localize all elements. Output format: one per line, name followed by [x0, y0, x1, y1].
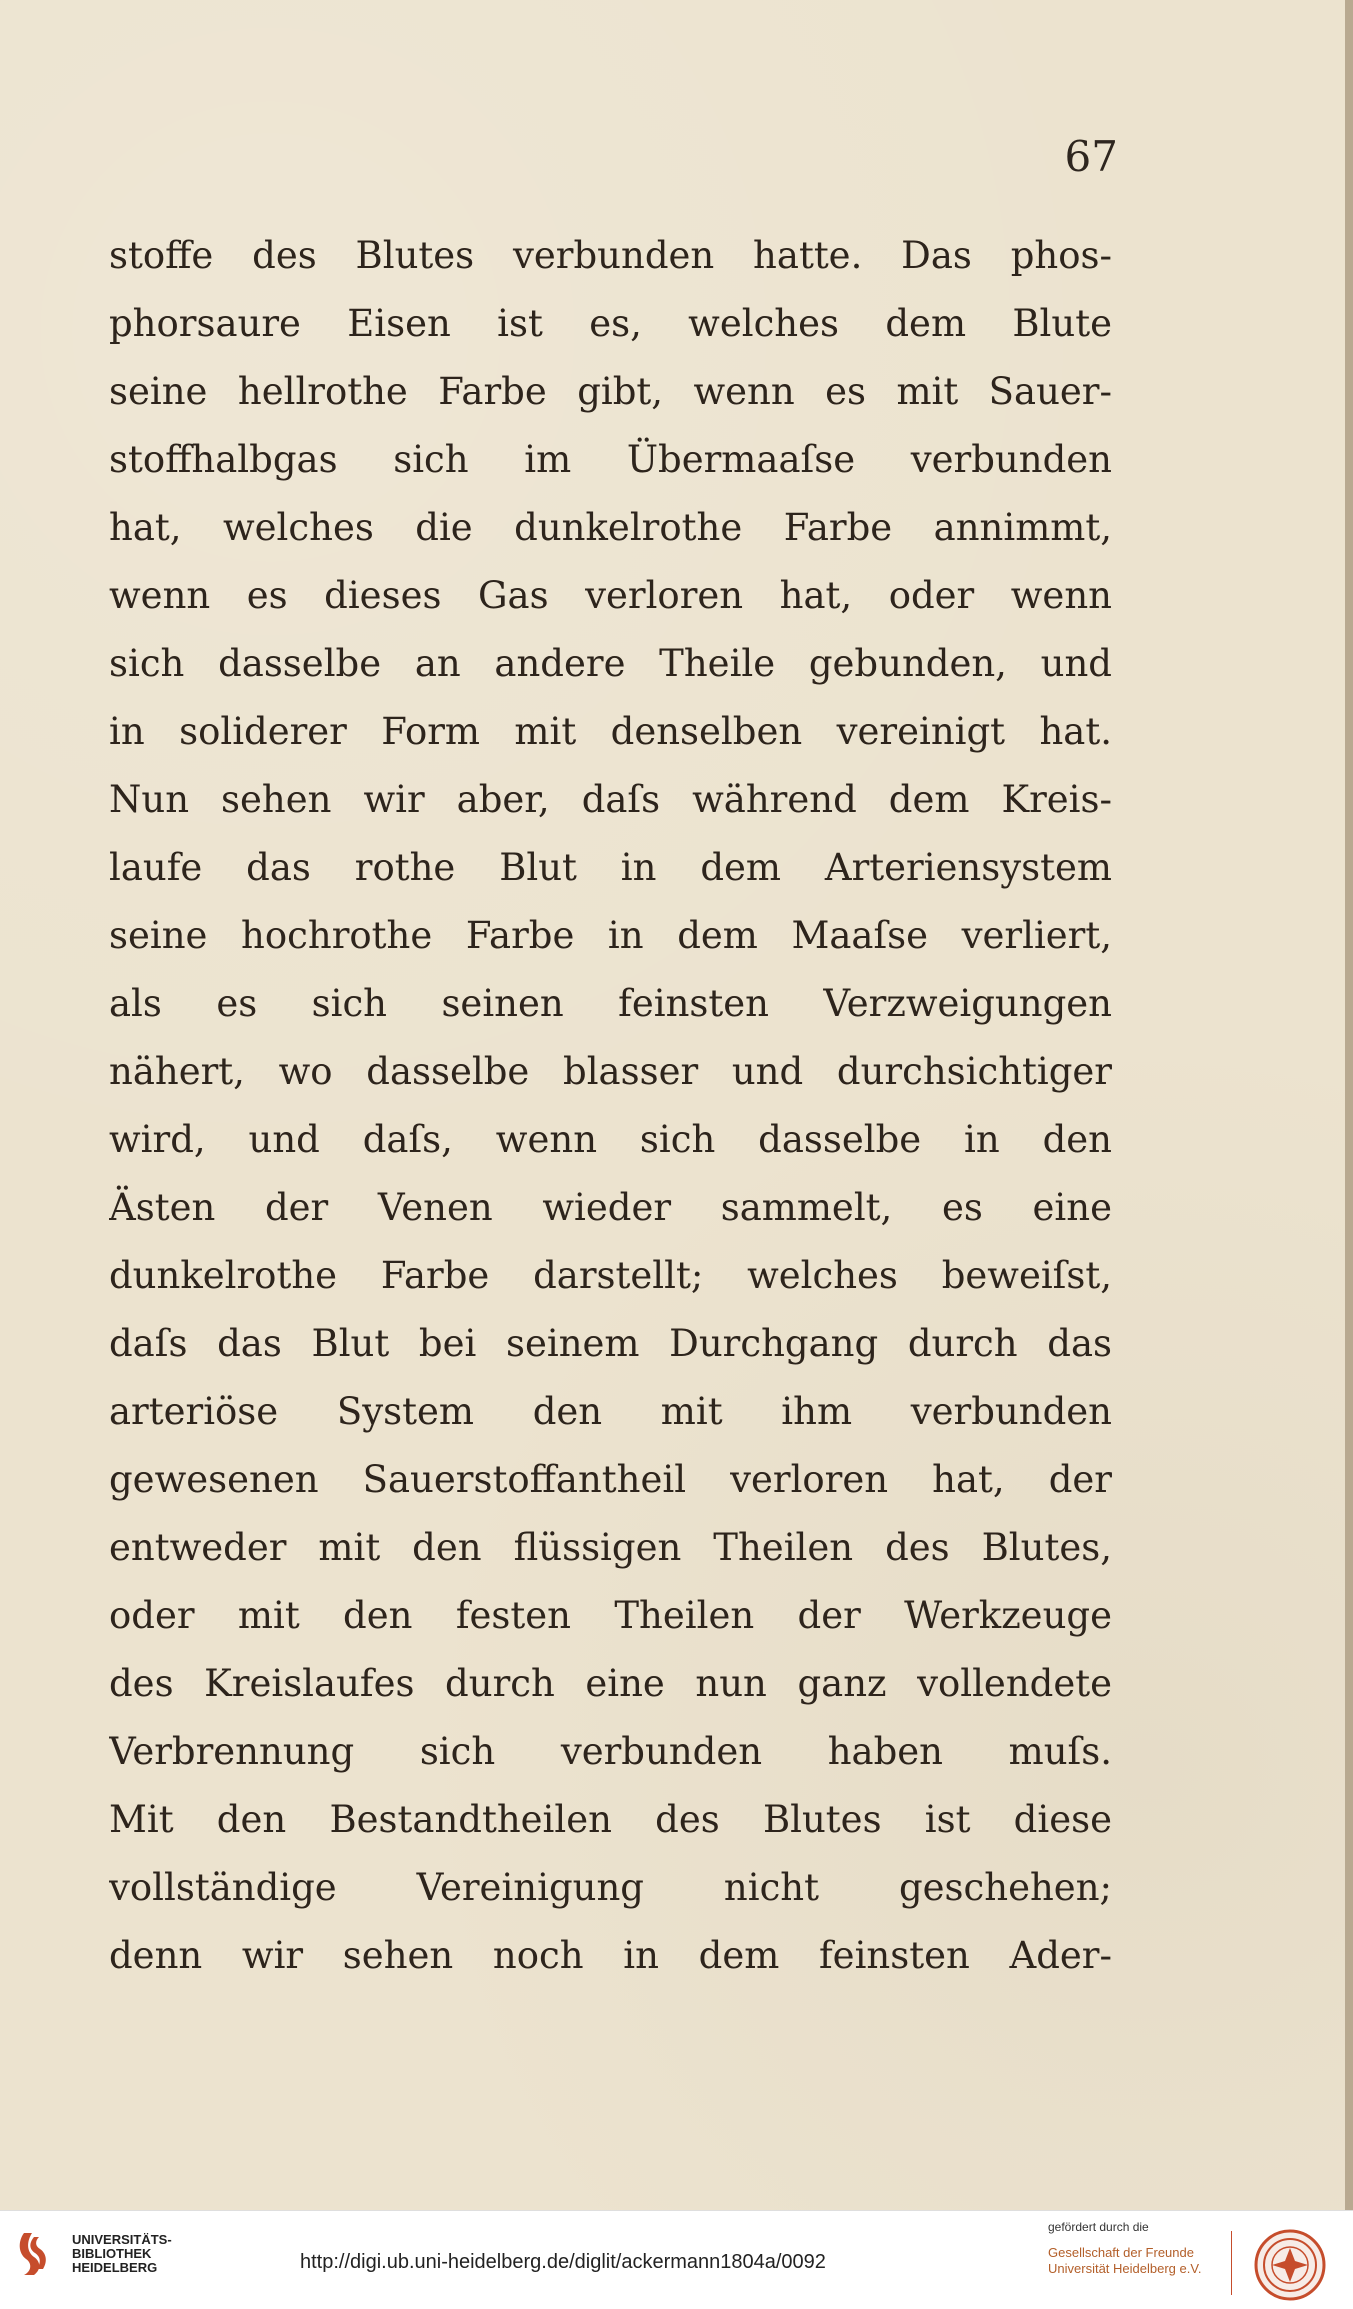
text-line: Nun sehen wir aber, daſs während dem Kreis-	[109, 778, 1112, 821]
body-text	[109, 222, 1112, 1990]
text-line: daſs das Blut bei seinem Durchgang durch das	[109, 1322, 1112, 1365]
text-line: Ästen der Venen wieder sammelt, es eine	[109, 1186, 1112, 1229]
text-line: seine hochrothe Farbe in dem Maaſse verliert,	[109, 914, 1112, 957]
text-line: Verbrennung sich verbunden haben muſs.	[109, 1730, 1112, 1773]
text-line: nähert, wo dasselbe blasser und durchsichtiger	[109, 1050, 1112, 1093]
page-number: 67	[1064, 132, 1118, 181]
text-line: hat, welches die dunkelrothe Farbe annimmt,	[109, 506, 1112, 549]
heidelberg-seal-icon	[1245, 2226, 1335, 2304]
library-name-line1: UNIVERSITÄTS-	[72, 2232, 172, 2247]
text-line: seine hellrothe Farbe gibt, wenn es mit Sauer-	[109, 370, 1112, 413]
library-name-line3: HEIDELBERG	[72, 2260, 158, 2275]
library-name-line2: BIBLIOTHEK	[72, 2246, 152, 2261]
text-line: phorsaure Eisen ist es, welches dem Blute	[109, 302, 1112, 345]
text-line: laufe das rothe Blut in dem Arteriensystem	[109, 846, 1112, 889]
text-line: stoffe des Blutes verbunden hatte. Das phos-	[109, 234, 1112, 277]
page-edge	[1345, 0, 1353, 2210]
text-line: wird, und daſs, wenn sich dasselbe in den	[109, 1118, 1112, 1161]
footer-bar	[0, 2210, 1353, 2306]
text-line: des Kreislaufes durch eine nun ganz vollendete	[109, 1662, 1112, 1705]
sponsor-name	[1048, 2245, 1238, 2277]
text-line: gewesenen Sauerstoffantheil verloren hat, der	[109, 1458, 1112, 1501]
sponsor-name-line1: Gesellschaft der Freunde	[1048, 2245, 1194, 2260]
text-line: oder mit den festen Theilen der Werkzeuge	[109, 1594, 1112, 1637]
text-line: sich dasselbe an andere Theile gebunden, und	[109, 642, 1112, 685]
library-name	[72, 2233, 242, 2275]
text-line: dunkelrothe Farbe darstellt; welches beweiſst,	[109, 1254, 1112, 1297]
text-line: vollständige Vereinigung nicht geschehen;	[109, 1866, 1112, 1909]
text-line: in soliderer Form mit denselben vereinigt hat.	[109, 710, 1112, 753]
text-line: stoffhalbgas sich im Übermaaſse verbunden	[109, 438, 1112, 481]
sponsor-intro: gefördert durch die	[1048, 2220, 1149, 2234]
text-line: arteriöse System den mit ihm verbunden	[109, 1390, 1112, 1433]
text-line: wenn es dieses Gas verloren hat, oder wenn	[109, 574, 1112, 617]
ub-logo-icon	[14, 2229, 48, 2277]
text-line: denn wir sehen noch in dem feinsten Ader-	[109, 1934, 1112, 1977]
text-line: als es sich seinen feinsten Verzweigungen	[109, 982, 1112, 1025]
text-line: Mit den Bestandtheilen des Blutes ist diese	[109, 1798, 1112, 1841]
text-line: entweder mit den flüssigen Theilen des Blutes,	[109, 1526, 1112, 1569]
document-url-link[interactable]: http://digi.ub.uni-heidelberg.de/diglit/ackermann1804a/0092	[300, 2251, 826, 2273]
footer-divider	[1231, 2231, 1232, 2295]
sponsor-name-line2: Universität Heidelberg e.V.	[1048, 2261, 1202, 2276]
